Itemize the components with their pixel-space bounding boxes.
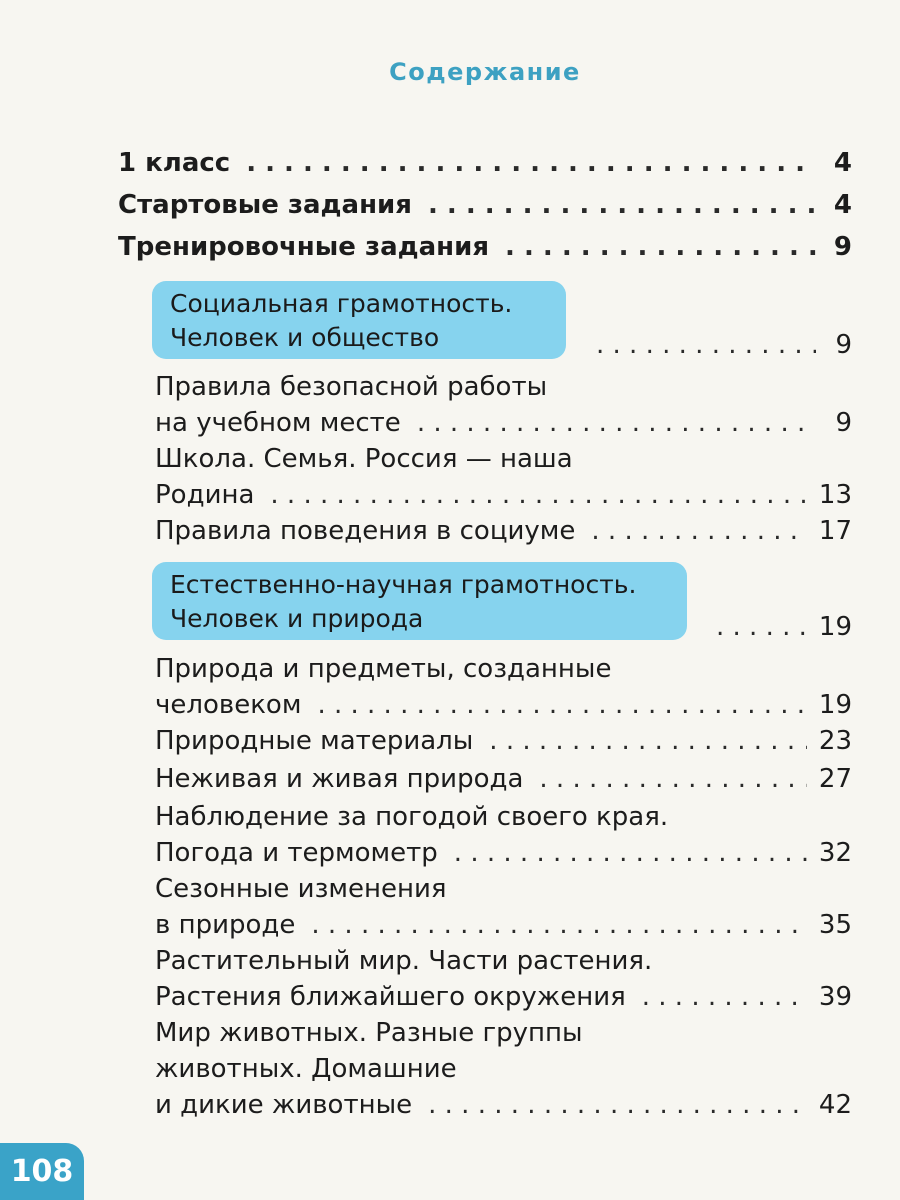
toc-entry-training-tasks[interactable] <box>118 229 852 265</box>
toc-page-number: 4 <box>833 190 852 220</box>
toc-entry-nature-and-objects[interactable] <box>155 651 852 723</box>
toc-entry-safe-work-rules[interactable] <box>155 369 852 441</box>
toc-entry-label: Растения ближайшего окружения <box>155 982 626 1012</box>
toc-entry-label: Сезонные изменения <box>155 874 447 904</box>
toc-entry-label: Наблюдение за погодой своего края. <box>155 802 669 832</box>
toc-entry-weather-observation[interactable] <box>155 799 852 871</box>
dot-leader <box>428 1087 807 1123</box>
toc-entry-label: в природе <box>155 910 296 940</box>
toc-entry-social-behavior[interactable] <box>155 513 852 549</box>
section-title-line: Социальная грамотность. <box>170 289 513 318</box>
toc-entry-label: Школа. Семья. Россия — наша <box>155 444 573 474</box>
dot-leader <box>539 761 807 797</box>
toc-page-number: 19 <box>818 690 852 720</box>
section-page-social-literacy <box>580 330 852 360</box>
toc-page-number: 9 <box>835 330 852 360</box>
toc-page-number: 13 <box>818 480 852 510</box>
dot-leader <box>642 979 807 1015</box>
page-number-badge: 108 <box>0 1143 84 1200</box>
dot-leader <box>596 330 816 360</box>
dot-leader <box>246 145 816 181</box>
dot-leader <box>417 405 816 441</box>
toc-page-number: 23 <box>818 726 852 756</box>
section-box-natural-science[interactable] <box>152 562 687 640</box>
toc-page-number: 27 <box>818 764 852 794</box>
dot-leader <box>311 907 807 943</box>
section-box-social-literacy[interactable] <box>152 281 566 359</box>
toc-page-number: 35 <box>818 910 852 940</box>
toc-entry-label: Мир животных. Разные группы <box>155 1018 583 1048</box>
toc-page-number: 19 <box>818 612 852 642</box>
dot-leader <box>591 513 807 549</box>
toc-page-number: 4 <box>833 148 852 178</box>
toc-entry-label: Растительный мир. Части растения. <box>155 946 653 976</box>
toc-entry-label: и дикие животные <box>155 1090 413 1120</box>
toc-entry-label: Родина <box>155 480 255 510</box>
toc-page-number: 9 <box>833 232 852 262</box>
toc-entry-label: 1 класс <box>118 148 231 178</box>
section-title-line: Человек и общество <box>170 323 440 352</box>
toc-entry-label: Природные материалы <box>155 726 474 756</box>
toc-entry-animal-world[interactable] <box>155 1015 852 1123</box>
toc-entry-label: Стартовые задания <box>118 190 412 220</box>
toc-entry-label: Правила безопасной работы <box>155 372 548 402</box>
toc-entry-natural-materials[interactable] <box>155 723 852 759</box>
toc-entry-grade-1[interactable] <box>118 145 852 181</box>
toc-entry-seasonal-changes[interactable] <box>155 871 852 943</box>
toc-entry-school-family-russia[interactable] <box>155 441 852 513</box>
toc-entry-starting-tasks[interactable] <box>118 187 852 223</box>
dot-leader <box>489 723 807 759</box>
dot-leader <box>454 835 807 871</box>
toc-page-number: 42 <box>818 1090 852 1120</box>
dot-leader <box>317 687 806 723</box>
toc-entry-label: Погода и термометр <box>155 838 438 868</box>
dot-leader <box>505 229 816 265</box>
section-page-natural-science <box>700 612 852 642</box>
toc-entry-plant-world[interactable] <box>155 943 852 1015</box>
section-title-line: Естественно-научная грамотность. <box>170 570 637 599</box>
toc-entry-label: Неживая и живая природа <box>155 764 524 794</box>
toc-page-number: 17 <box>818 516 852 546</box>
toc-entry-living-nonliving[interactable] <box>155 761 852 797</box>
dot-leader <box>716 612 807 642</box>
toc-entry-label: Тренировочные задания <box>118 232 490 262</box>
dot-leader <box>428 187 816 223</box>
toc-entry-label: Правила поведения в социуме <box>155 516 576 546</box>
toc-page-number: 9 <box>835 408 852 438</box>
toc-page-number: 39 <box>818 982 852 1012</box>
toc-entry-label: Природа и предметы, созданные <box>155 654 612 684</box>
dot-leader <box>270 477 807 513</box>
toc-entry-label: человеком <box>155 690 302 720</box>
section-title-line: Человек и природа <box>170 604 424 633</box>
toc-entry-label: на учебном месте <box>155 408 401 438</box>
toc-entry-label: животных. Домашние <box>155 1054 457 1084</box>
page-title: Содержание <box>389 58 581 86</box>
toc-page-number: 32 <box>818 838 852 868</box>
